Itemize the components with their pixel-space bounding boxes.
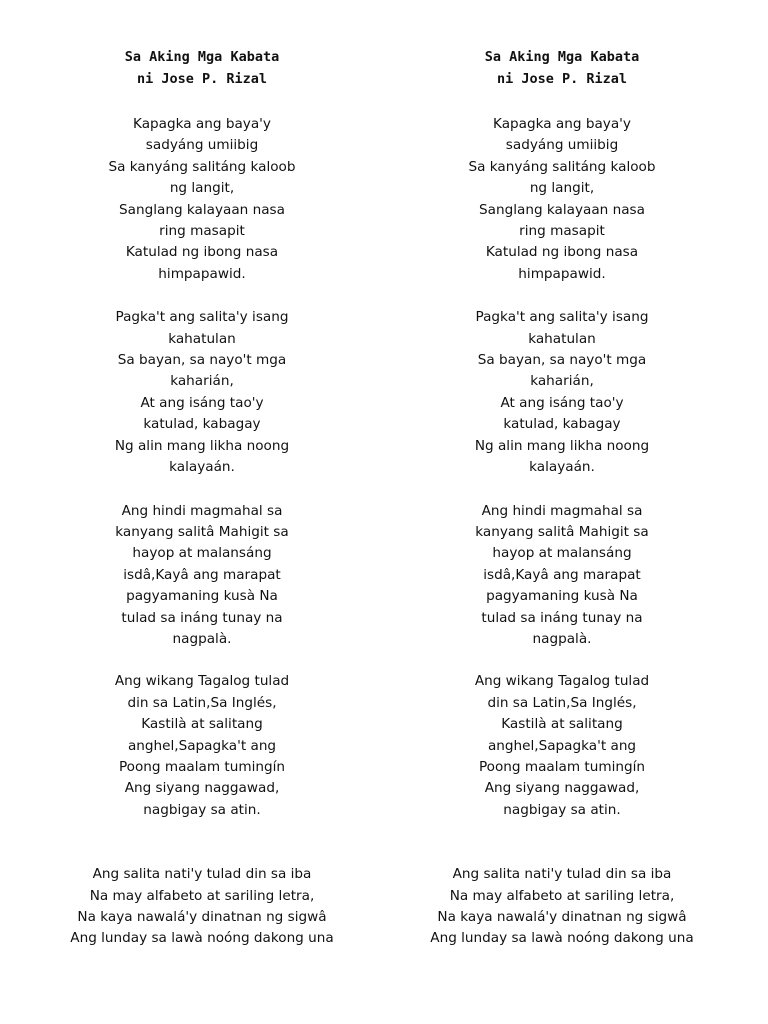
stanza-5 bbox=[392, 864, 732, 950]
poem-line: Sa bayan, sa nayo't mga bbox=[117, 352, 287, 369]
stanza-3 bbox=[392, 501, 732, 651]
poem-line: Sa kanyáng salitáng kaloob bbox=[468, 158, 656, 175]
poem-line: pagyamaning kusà Na bbox=[126, 588, 278, 605]
stanza-3 bbox=[32, 501, 372, 651]
poem-line: Kapagka ang baya'y bbox=[493, 116, 631, 132]
poem-author: ni Jose P. Rizal bbox=[136, 71, 268, 87]
poem-line: ng langit, bbox=[529, 180, 595, 197]
poem-line: pagyamaning kusà Na bbox=[486, 588, 638, 605]
poem-line: nagbigay sa atin. bbox=[143, 801, 261, 818]
poem-column-left bbox=[32, 46, 372, 950]
poem-line: tulad sa ináng tunay na bbox=[121, 609, 283, 626]
poem-line: Katulad ng ibong nasa bbox=[125, 244, 279, 261]
stanza-1 bbox=[32, 114, 372, 285]
stanza-1 bbox=[392, 114, 732, 285]
poem-line: hayop at malansáng bbox=[492, 545, 632, 562]
poem-line: tulad sa ináng tunay na bbox=[481, 609, 643, 626]
poem-line: Na kaya nawalá'y dinatnan ng sigwâ bbox=[437, 909, 687, 925]
poem-line: himpapawid. bbox=[518, 265, 606, 282]
poem-line: anghel,Sapagka't ang bbox=[487, 737, 637, 754]
poem-title: Sa Aking Mga Kabata bbox=[124, 49, 280, 65]
poem-line: Ng alin mang likha noong bbox=[474, 437, 650, 454]
poem-line: kalayaán. bbox=[169, 459, 235, 476]
stanza-4 bbox=[392, 671, 732, 821]
poem-line: kahatulan bbox=[168, 330, 236, 347]
poem-line: ring masapit bbox=[519, 223, 605, 240]
poem-line: din sa Latin,Sa Inglés, bbox=[127, 694, 277, 711]
stanza-2 bbox=[32, 307, 372, 478]
poem-line: Ang hindi magmahal sa bbox=[481, 502, 643, 519]
poem-line: Ang wikang Tagalog tulad bbox=[474, 673, 650, 690]
poem-line: sadyáng umiibig bbox=[145, 137, 259, 154]
stanza-5 bbox=[32, 864, 372, 950]
poem-line: kaharián, bbox=[530, 373, 594, 390]
poem-line: Ang wikang Tagalog tulad bbox=[114, 673, 290, 690]
poem-line: katulad, kabagay bbox=[143, 416, 261, 433]
poem-line: kanyang salitâ Mahigit sa bbox=[475, 523, 649, 540]
poem-line: isdâ,Kayâ ang marapat bbox=[123, 566, 281, 583]
poem-line: isdâ,Kayâ ang marapat bbox=[483, 566, 641, 583]
poem-line: himpapawid. bbox=[158, 265, 246, 282]
poem-line: Kapagka ang baya'y bbox=[133, 116, 271, 132]
poem-line: Pagka't ang salita'y isang bbox=[475, 309, 649, 326]
poem-line: kaharián, bbox=[170, 373, 234, 390]
stanza-2 bbox=[392, 307, 732, 478]
poem-line: Na may alfabeto at sariling letra, bbox=[89, 887, 315, 904]
poem-line: Kastilà at salitang bbox=[501, 716, 623, 733]
poem-line: Ang siyang naggawad, bbox=[484, 780, 640, 797]
poem-line: Poong maalam tumingín bbox=[478, 758, 646, 775]
poem-line: ring masapit bbox=[159, 223, 245, 240]
poem-line: At ang isáng tao'y bbox=[140, 394, 264, 411]
poem-line: Kastilà at salitang bbox=[141, 716, 263, 733]
poem-line: Ang salita nati'y tulad din sa iba bbox=[452, 866, 672, 883]
poem-line: nagpalà. bbox=[532, 630, 592, 647]
poem-line: Ang hindi magmahal sa bbox=[121, 502, 283, 519]
poem-line: At ang isáng tao'y bbox=[500, 394, 624, 411]
poem-line: kanyang salitâ Mahigit sa bbox=[115, 523, 289, 540]
poem-line: din sa Latin,Sa Inglés, bbox=[487, 694, 637, 711]
poem-line: hayop at malansáng bbox=[132, 545, 272, 562]
poem-line: Sa bayan, sa nayo't mga bbox=[477, 352, 647, 369]
poem-line: Ang lunday sa lawà noóng dakong una bbox=[70, 930, 334, 947]
poem-line: Ang salita nati'y tulad din sa iba bbox=[92, 866, 312, 883]
poem-line: Ang lunday sa lawà noóng dakong una bbox=[430, 930, 694, 947]
poem-line: Katulad ng ibong nasa bbox=[485, 244, 639, 261]
stanza-4 bbox=[32, 671, 372, 821]
poem-line: Ang siyang naggawad, bbox=[124, 780, 280, 797]
poem-line: Ng alin mang likha noong bbox=[114, 437, 290, 454]
poem-line: Na kaya nawalá'y dinatnan ng sigwâ bbox=[77, 909, 327, 925]
poem-line: nagpalà. bbox=[172, 630, 232, 647]
poem-line: Sanglang kalayaan nasa bbox=[119, 201, 285, 218]
poem-column-right bbox=[392, 46, 732, 950]
poem-line: ng langit, bbox=[169, 180, 235, 197]
poem-author: ni Jose P. Rizal bbox=[496, 71, 628, 87]
poem-line: Pagka't ang salita'y isang bbox=[115, 309, 289, 326]
poem-line: sadyáng umiibig bbox=[505, 137, 619, 154]
poem-line: Sanglang kalayaan nasa bbox=[479, 201, 645, 218]
poem-line: kahatulan bbox=[528, 330, 596, 347]
poem-line: katulad, kabagay bbox=[503, 416, 621, 433]
poem-line: anghel,Sapagka't ang bbox=[127, 737, 277, 754]
poem-line: kalayaán. bbox=[529, 459, 595, 476]
poem-line: Na may alfabeto at sariling letra, bbox=[449, 887, 675, 904]
poem-title: Sa Aking Mga Kabata bbox=[484, 49, 640, 65]
poem-line: Poong maalam tumingín bbox=[118, 758, 286, 775]
poem-line: Sa kanyáng salitáng kaloob bbox=[108, 158, 296, 175]
poem-line: nagbigay sa atin. bbox=[503, 801, 621, 818]
